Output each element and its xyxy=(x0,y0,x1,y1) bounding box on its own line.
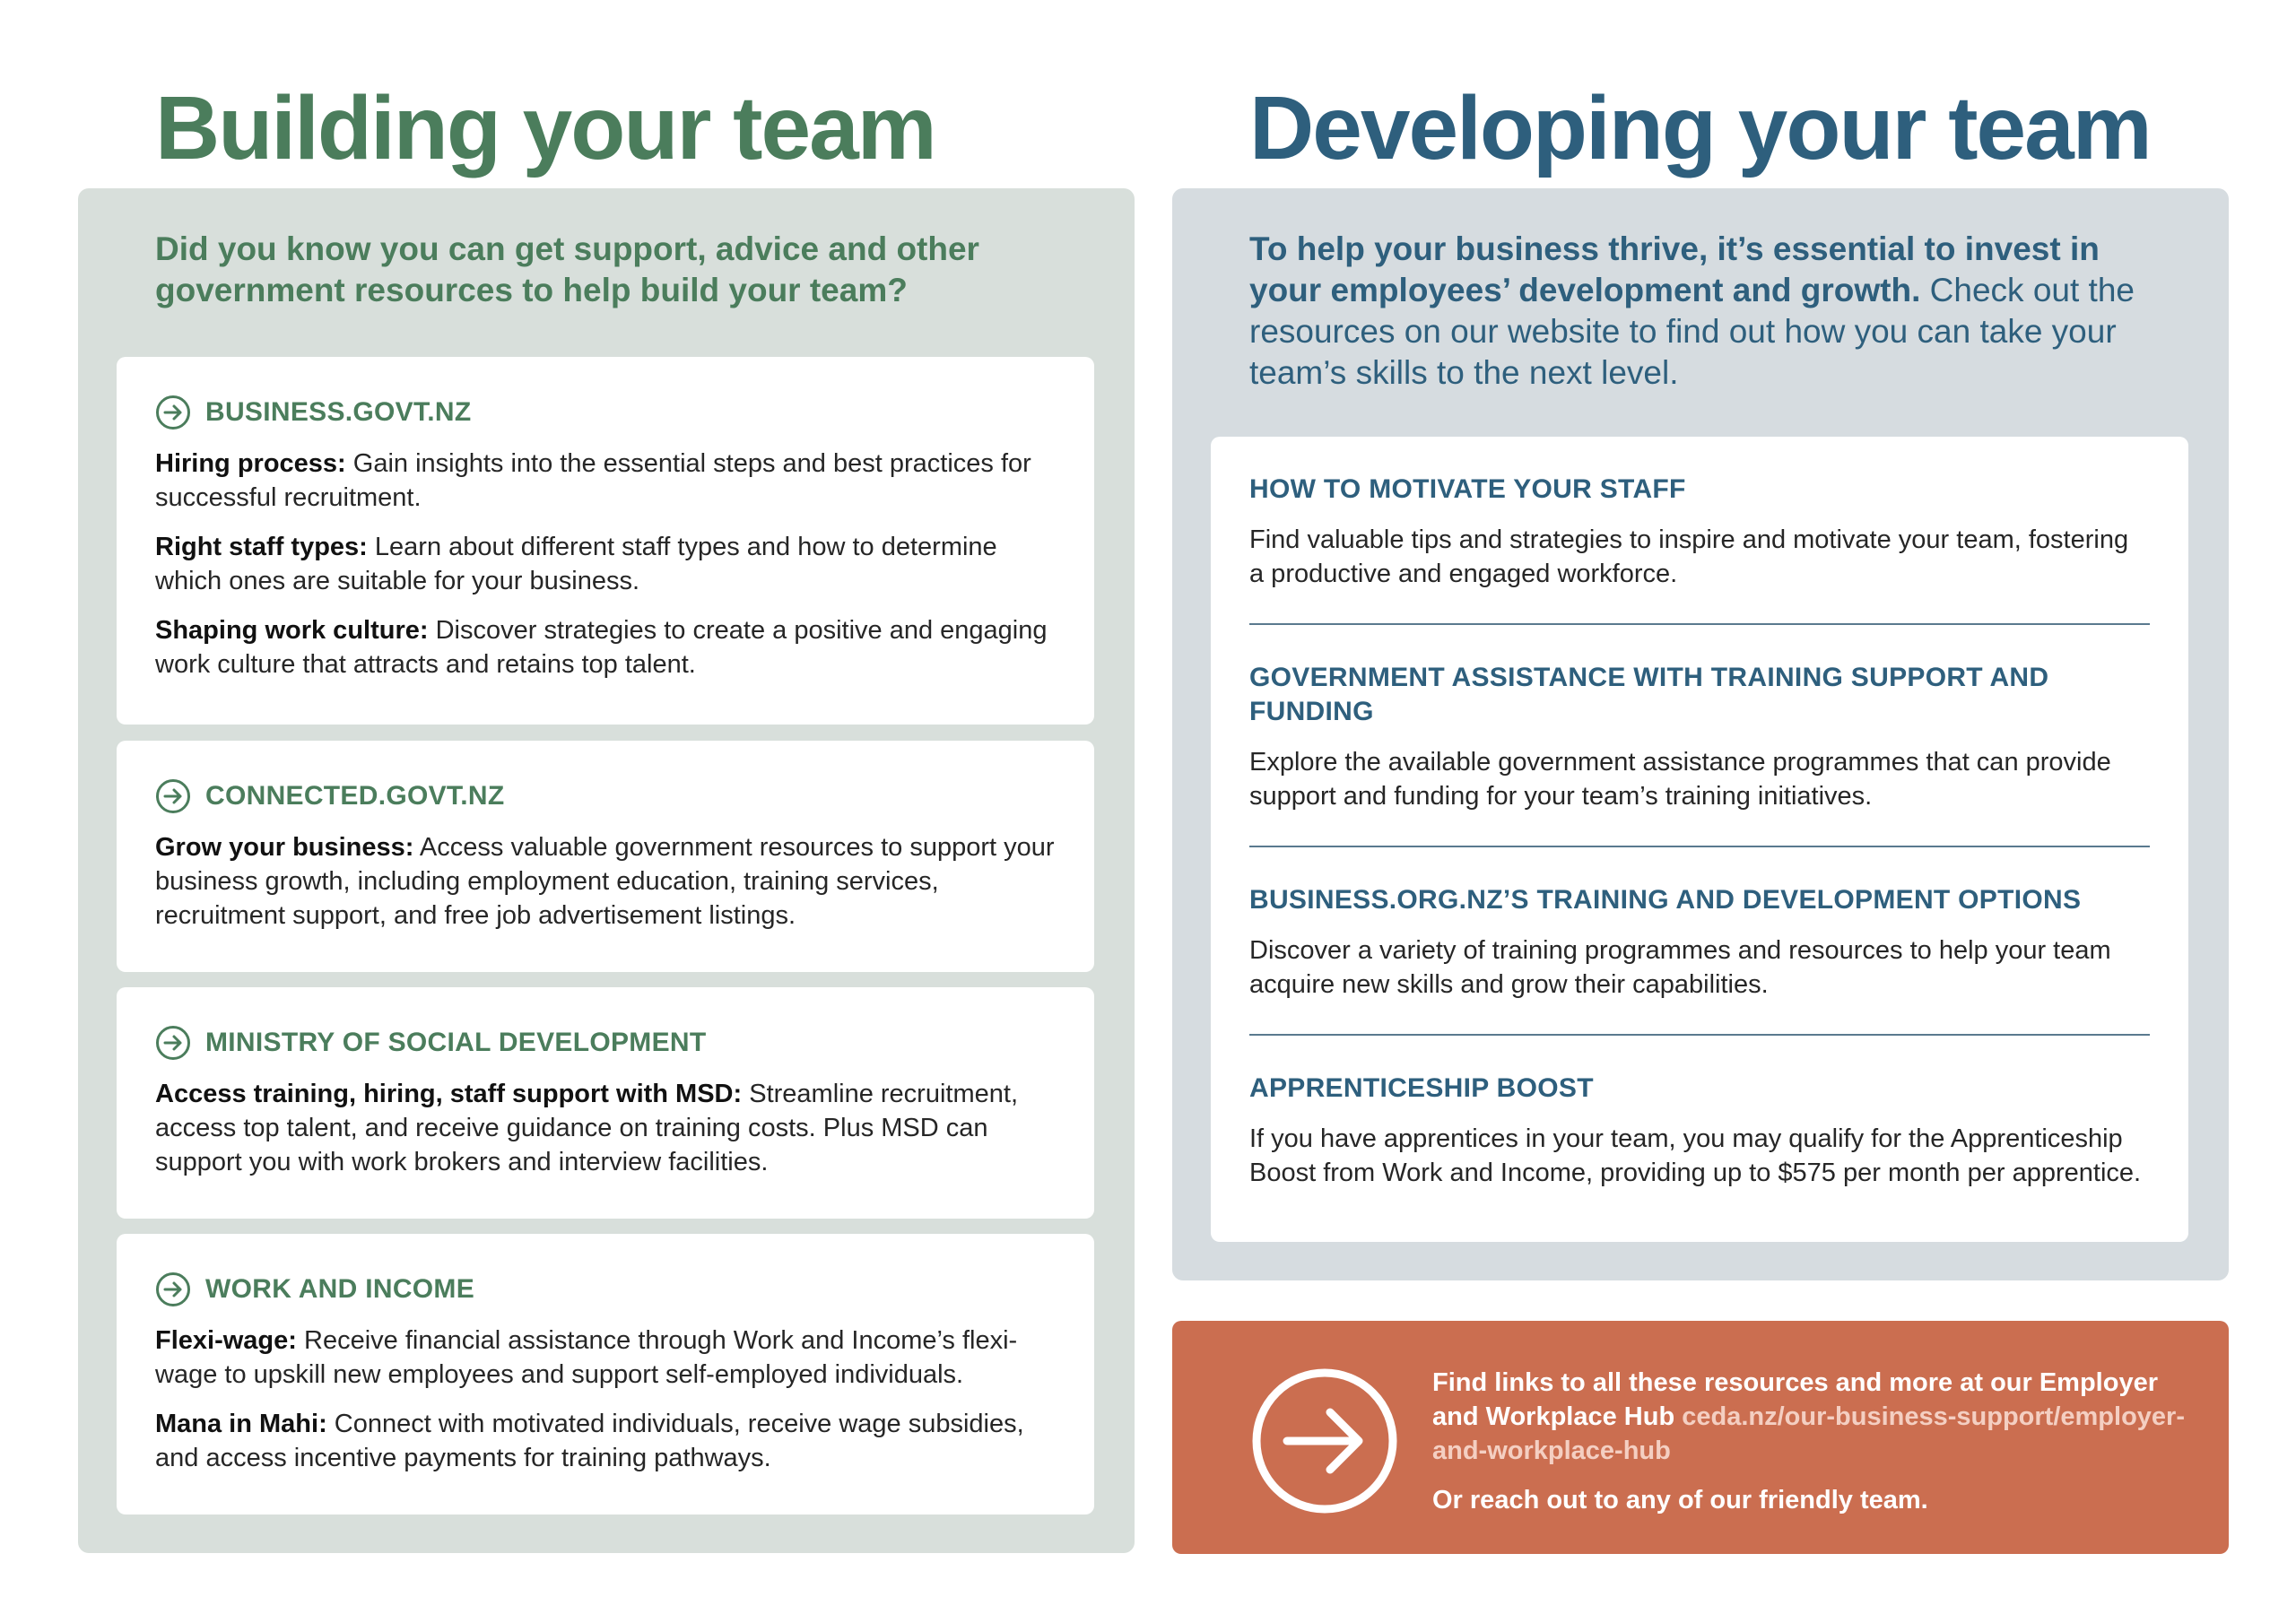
hiring-process-item xyxy=(155,447,1056,515)
msd-support-item xyxy=(155,1077,1056,1179)
right-staff-types-item xyxy=(155,530,1056,598)
cta-message: Find links to all these resources and more at our Employer and Workplace Hub xyxy=(1432,1368,2158,1431)
government-assistance-section xyxy=(1249,625,2150,847)
arrow-circle-icon[interactable] xyxy=(155,1271,191,1307)
item-text: Gain insights into the essential steps and best practices for successful recruitment. xyxy=(155,449,1031,512)
connected-govt-card xyxy=(117,741,1094,972)
msd-card xyxy=(117,987,1094,1219)
arrow-circle-icon[interactable] xyxy=(155,1025,191,1061)
section-title[interactable]: APPRENTICESHIP BOOST xyxy=(1249,1073,1594,1103)
grow-your-business-item xyxy=(155,830,1056,933)
section-title[interactable]: GOVERNMENT ASSISTANCE WITH TRAINING SUPPORT AND FUNDING xyxy=(1249,663,2049,726)
item-label: Access training, hiring, staff support with MSD: xyxy=(155,1080,743,1108)
shaping-work-culture-item xyxy=(155,613,1056,681)
item-label: Grow your business: xyxy=(155,833,414,862)
section-body: If you have apprentices in your team, you may qualify for the Apprenticeship Boost from Work and Income, providing up to $575 per month per apprentice. xyxy=(1249,1124,2142,1187)
building-intro: Did you know you can get support, advice and other government resources to help build your team? xyxy=(155,230,979,308)
card-title[interactable]: WORK AND INCOME xyxy=(205,1274,475,1304)
developing-resources-card xyxy=(1211,437,2188,1242)
section-body: Explore the available government assistance programmes that can provide support and funding for your team’s training initiatives. xyxy=(1249,748,2111,811)
cta-text xyxy=(1432,1366,2195,1517)
mana-in-mahi-item xyxy=(155,1407,1056,1475)
developing-intro-bold: To help your business thrive, it’s essential to invest in your employees’ development and growth. xyxy=(1249,230,2100,308)
item-label: Shaping work culture: xyxy=(155,616,429,645)
employer-hub-link[interactable]: ceda.nz/our-business-support/employer-and-workplace-hub xyxy=(1432,1402,2185,1465)
arrow-circle-icon[interactable] xyxy=(1251,1367,1398,1515)
section-body: Find valuable tips and strategies to inspire and motivate your team, fostering a productive and engaged workforce. xyxy=(1249,525,2129,588)
card-title[interactable]: BUSINESS.GOVT.NZ xyxy=(205,397,472,427)
employer-hub-cta xyxy=(1172,1321,2229,1554)
cta-reach-out: Or reach out to any of our friendly team. xyxy=(1432,1486,1928,1515)
item-text: Connect with motivated individuals, receive wage subsidies, and access incentive payments for training pathways. xyxy=(155,1410,1024,1472)
section-body: Discover a variety of training programmes and resources to help your team acquire new skills and grow their capabilities. xyxy=(1249,936,2111,999)
business-govt-card xyxy=(117,357,1094,725)
arrow-circle-icon[interactable] xyxy=(155,778,191,814)
item-label: Flexi-wage: xyxy=(155,1326,297,1355)
section-title[interactable]: BUSINESS.ORG.NZ’S TRAINING AND DEVELOPMENT OPTIONS xyxy=(1249,885,2082,915)
apprenticeship-boost-section xyxy=(1249,1036,2150,1222)
item-text: Streamline recruitment, access top talent, and receive guidance on training costs. Plus MSD can support you with work brokers and interview facilities. xyxy=(155,1080,1018,1176)
developing-title: Developing your team xyxy=(1249,78,2151,178)
flexi-wage-item xyxy=(155,1324,1056,1392)
item-text: Learn about different staff types and how to determine which ones are suitable for your business. xyxy=(155,533,997,595)
item-text: Discover strategies to create a positive and engaging work culture that attracts and retains top talent. xyxy=(155,616,1048,679)
work-and-income-card xyxy=(117,1234,1094,1515)
item-text: Receive financial assistance through Work and Income’s flexi-wage to upskill new employees and support self-employed individuals. xyxy=(155,1326,1018,1389)
arrow-circle-icon[interactable] xyxy=(155,395,191,430)
section-title[interactable]: HOW TO MOTIVATE YOUR STAFF xyxy=(1249,474,1686,504)
card-title[interactable]: CONNECTED.GOVT.NZ xyxy=(205,781,505,811)
item-text: Access valuable government resources to support your business growth, including employment education, training services, recruitment support, and free job advertisement listings. xyxy=(155,833,1055,930)
developing-intro-rest: Check out the resources on our website to find out how you can take your team’s skills to the next level. xyxy=(1249,272,2135,391)
motivate-staff-section xyxy=(1249,437,2150,625)
business-org-training-section xyxy=(1249,847,2150,1036)
item-label: Mana in Mahi: xyxy=(155,1410,327,1438)
item-label: Right staff types: xyxy=(155,533,368,561)
developing-intro xyxy=(1249,229,2173,394)
building-title: Building your team xyxy=(155,78,935,178)
item-label: Hiring process: xyxy=(155,449,346,478)
card-title[interactable]: MINISTRY OF SOCIAL DEVELOPMENT xyxy=(205,1028,707,1057)
